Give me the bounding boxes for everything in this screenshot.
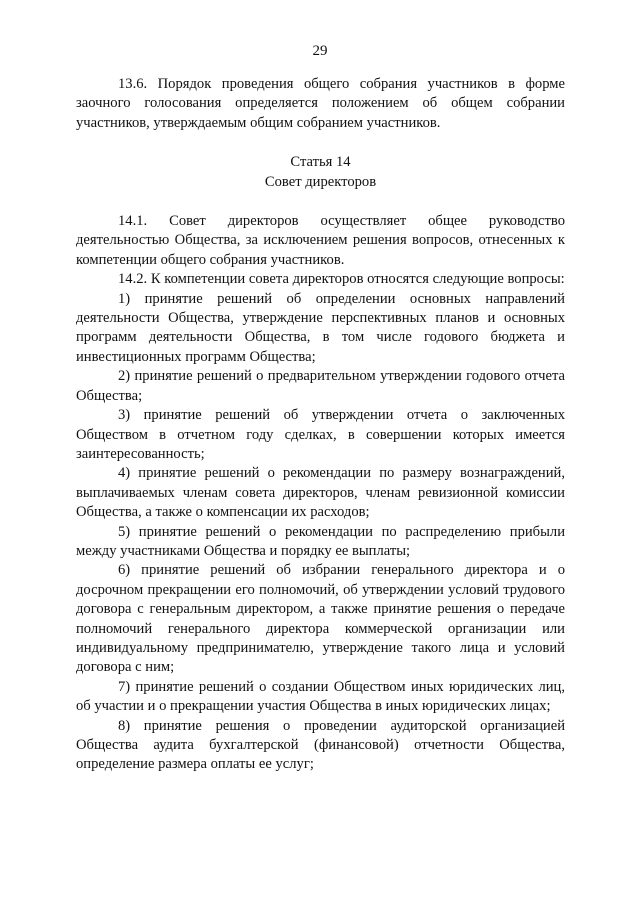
list-item-7: 7) принятие решений о создании Обществом иных юридических лиц, об участии и о прекращении участия Общества в иных юридических лицах; [76,678,565,715]
list-item-3: 3) принятие решений об утверждении отчета о заключенных Обществом в отчетном году сделках, в совершении которых имеется заинтересованность; [76,407,565,462]
clause-14-2: 14.2. К компетенции совета директоров относятся следующие вопросы: [118,271,565,288]
list-item-5: 5) принятие решений о рекомендации по распределению прибыли между участниками Общества и порядку ее выплаты; [76,523,565,559]
list-item-8: 8) принятие решения о проведении аудиторской организацией Общества аудита бухгалтерской (финансовой) отчетности Общества, определение размера оплаты ее услуг; [76,717,565,773]
clause-14-1: 14.1. Совет директоров осуществляет общее руководство деятельностью Общества, за исключением решения вопросов, отнесенных к компетенции общего собрания участников. [76,213,565,268]
clause-13-6: 13.6. Порядок проведения общего собрания участников в форме заочного голосования определяется положением об общем собрании участников, утверждаемым общим собранием участников. [76,76,565,131]
article-number: Статья 14 [290,154,351,171]
page-number: 29 [312,43,328,59]
list-item-2: 2) принятие решений о предварительном утверждении годового отчета Общества; [76,368,565,404]
list-item-4: 4) принятие решений о рекомендации по размеру вознаграждений, выплачиваемых членам совета директоров, членам ревизионной комиссии Общества, а также о компенсации их расходов; [76,465,565,521]
list-item-1: 1) принятие решений об определении основных направлений деятельности Общества, утверждение перспективных планов и основных программ деятельности Общества, в том числе годового бюджета и инвестиционных программ Общества; [76,290,565,365]
article-heading [76,153,565,192]
article-title: Совет директоров [264,173,377,190]
list-item-6: 6) принятие решений об избрании генерального директора и о досрочном прекращении его полномочий, об утверждении условий трудового договора с генеральным директором, а также принятие решения о передаче полномочий генерального директора коммерческой организации или индивидуальному предпринимателю, утверждение такого лица и условий договора с ним; [76,562,565,676]
document-body [76,75,565,775]
